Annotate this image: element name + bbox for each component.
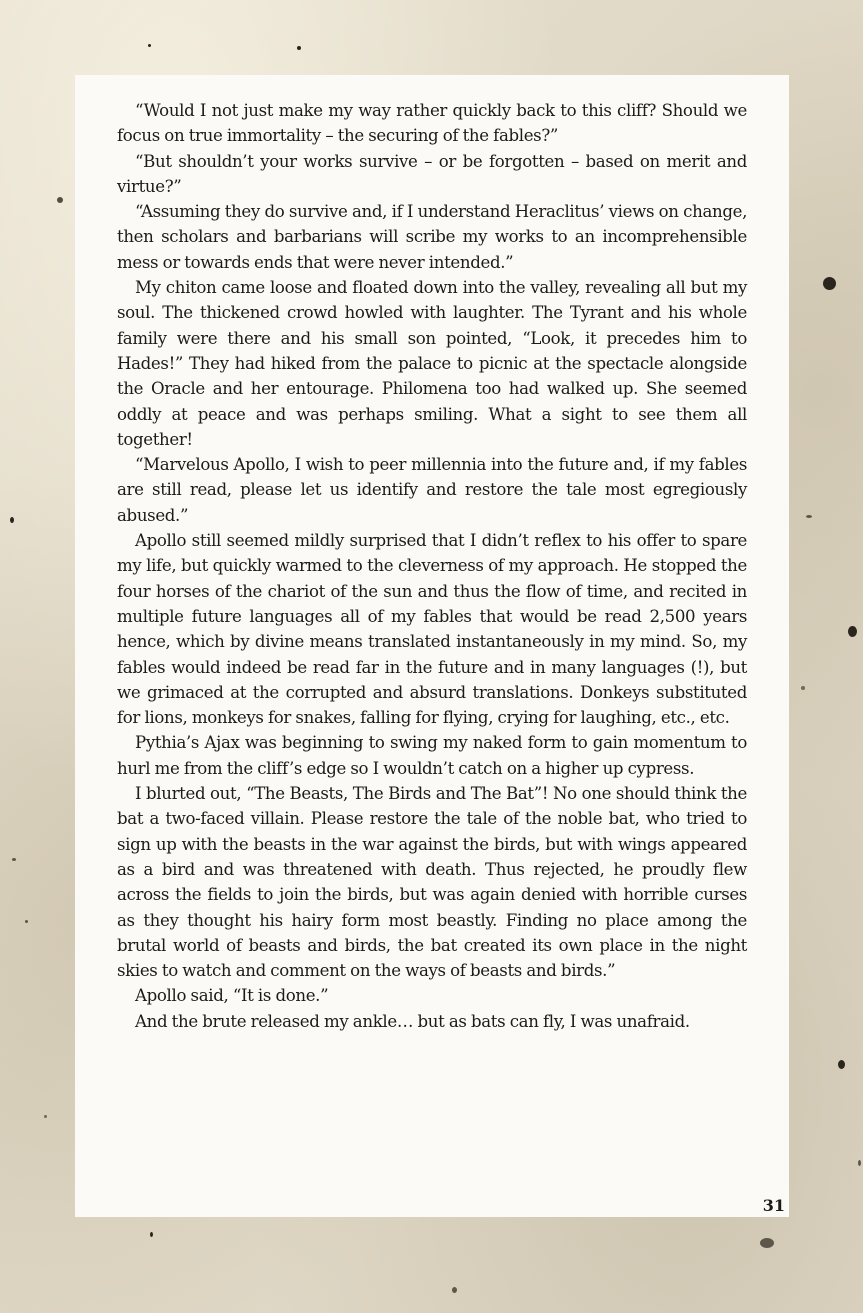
- paragraph: “Assuming they do survive and, if I understand Heraclitus’ views on change, then scholars and barbarians will scribe my works to an incomprehensible mess or towards ends that were never intended.”: [117, 202, 747, 272]
- paper-speck: [848, 626, 857, 637]
- paragraph: Pythia’s Ajax was beginning to swing my naked form to gain momentum to hurl me from the cliff’s edge so I wouldn’t catch on a higher up cypress.: [117, 733, 747, 778]
- paragraph: My chiton came loose and floated down into the valley, revealing all but my soul. The thickened crowd howled with laughter. The Tyrant and his whole family were there and his small son pointed, “Look, it precedes him to Hades!” They had hiked from the palace to picnic at the spectacle alongside the Oracle and her entourage. Philomena too had walked up. She seemed oddly at peace and was perhaps smiling. What a sight to see them all together!: [117, 278, 747, 449]
- paper-speck: [12, 858, 16, 861]
- paragraph: And the brute released my ankle… but as bats can fly, I was unafraid.: [135, 1011, 690, 1031]
- paper-speck: [806, 515, 812, 518]
- paper-speck: [297, 46, 301, 50]
- body-text: [117, 98, 747, 1034]
- paper-speck: [823, 277, 836, 290]
- paragraph: I blurted out, “The Beasts, The Birds and The Bat”! No one should think the bat a two-faced villain. Please restore the tale of the noble bat, who tried to sign up with the beasts in the war against the birds, but with wings appeared as a bird and was threatened with death. Thus rejected, he proudly flew across the fields to join the birds, but was again denied with horrible curses as they thought his hairy form most beastly. Finding no place among the brutal world of beasts and birds, the bat created its own place in the night skies to watch and comment on the ways of beasts and birds.”: [117, 784, 747, 981]
- paper-speck: [760, 1238, 774, 1248]
- paper-speck: [452, 1287, 457, 1293]
- paragraph: Apollo still seemed mildly surprised that I didn’t reflex to his offer to spare my life, but quickly warmed to the cleverness of my approach. He stopped the four horses of the chariot of the sun and thus the flow of time, and recited in multiple future languages all of my fables that would be read 2,500 years hence, which by divine means translated instantaneously in my mind. So, my fables would indeed be read far in the future and in many languages (!), but we grimaced at the corrupted and absurd translations. Donkeys substituted for lions, monkeys for snakes, falling for flying, crying for laughing, etc., etc.: [117, 531, 747, 728]
- paper-speck: [801, 686, 805, 690]
- paragraph: “Marvelous Apollo, I wish to peer millennia into the future and, if my fables are still read, please let us identify and restore the tale most egregiously abused.”: [117, 455, 747, 525]
- paper-speck: [44, 1115, 47, 1118]
- paper-speck: [858, 1160, 861, 1166]
- paper-speck: [148, 44, 151, 47]
- paper-speck: [838, 1060, 845, 1069]
- paragraph: Apollo said, “It is done.”: [135, 986, 329, 1006]
- paper-speck: [57, 197, 63, 203]
- paper-speck: [25, 920, 28, 923]
- paragraph: “Would I not just make my way rather quickly back to this cliff? Should we focus on true immortality – the securing of the fables?”: [117, 101, 747, 146]
- paper-speck: [150, 1232, 153, 1237]
- paragraph: “But shouldn’t your works survive – or be forgotten – based on merit and virtue?”: [117, 151, 747, 196]
- page-number: 31: [762, 1196, 785, 1215]
- paper-speck: [10, 517, 14, 523]
